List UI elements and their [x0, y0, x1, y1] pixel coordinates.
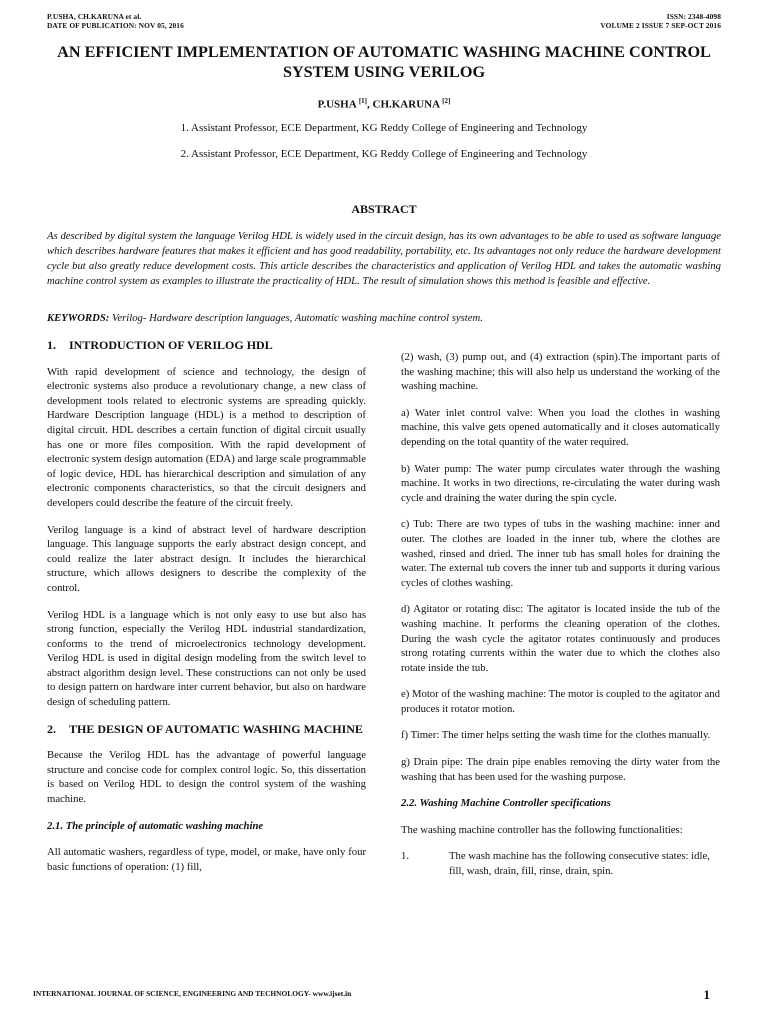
- subsection-2-1-heading: 2.1. The principle of automatic washing machine: [47, 819, 264, 832]
- journal-footer: INTERNATIONAL JOURNAL OF SCIENCE, ENGINEERING AND TECHNOLOGY- www.ijset.in: [33, 989, 352, 998]
- paragraph: Verilog HDL is a language which is not only easy to use but also has strong function, especially the Verilog HDL industrial standardization, conforms to the trend of microelectronics technology development. Verilog HDL is used in digital design modeling from the switch level to abstract algorithm design level. These constructions can not only be used to design pattern on hardware inter current behavior, but also on hardware design of scheduling pattern.: [47, 608, 366, 709]
- right-column: [401, 350, 720, 879]
- subsection-2-2-heading: 2.2. Washing Machine Controller specifications: [401, 797, 611, 810]
- keywords-label: KEYWORDS:: [47, 312, 110, 324]
- section-1-title: INTRODUCTION OF VERILOG HDL: [69, 338, 273, 352]
- list-item: [401, 849, 720, 878]
- component-item-b: b) Water pump: The water pump circulates water through the washing machine. It works in two directions, re-circulating the water during wash cycle and draining the water during the spin cycle.: [401, 462, 720, 504]
- paragraph: Verilog language is a kind of abstract level of hardware description language. This language supports the early abstract design concept, and could realize the later abstract design. It includes the hierarchical structure, which allows designers to describe the complexity of the control.: [47, 523, 366, 594]
- running-header-right: [600, 12, 721, 30]
- component-item-f: f) Timer: The timer helps setting the wash time for the clothes manually.: [401, 729, 711, 742]
- author-2-ref: [2]: [442, 97, 451, 105]
- section-2-number: 2.: [47, 721, 56, 736]
- section-1-number: 1.: [47, 338, 56, 352]
- section-2-heading: [47, 722, 366, 737]
- running-header-left: [47, 12, 184, 30]
- paper-title: AN EFFICIENT IMPLEMENTATION OF AUTOMATIC WASHING MACHINE CONTROL SYSTEM USING VERILOG: [57, 43, 711, 81]
- abstract-heading: ABSTRACT: [351, 202, 417, 216]
- keywords-text: Verilog- Hardware description languages, Automatic washing machine control system.: [109, 312, 483, 324]
- header-issn: ISSN: 2348-4098: [666, 12, 721, 21]
- keywords: [47, 312, 721, 324]
- section-2-title: THE DESIGN OF AUTOMATIC WASHING MACHINE: [69, 721, 363, 736]
- paragraph: (2) wash, (3) pump out, and (4) extraction (spin).The important parts of the washing machine; this will also help us understand the working of the washing machine.: [401, 351, 720, 393]
- header-date: DATE OF PUBLICATION: NOV 05, 2016: [47, 21, 184, 30]
- list-item-number: 1.: [401, 850, 410, 863]
- component-item-d: d) Agitator or rotating disc: The agitator is located inside the tub of the washing machine. It performs the cleaning operation of the clothes. During the wash cycle the agitator rotates continuously and produces strong rotating currents within the water due to which the clothes also rotate inside the tub.: [401, 603, 720, 674]
- header-volume: VOLUME 2 ISSUE 7 SEP-OCT 2016: [600, 21, 721, 30]
- component-item-g: g) Drain pipe: The drain pipe enables removing the dirty water from the washing that has been used for the washing purpose.: [401, 756, 720, 783]
- left-column: [47, 338, 366, 886]
- author-1-ref: [1]: [358, 97, 367, 105]
- component-item-c: c) Tub: There are two types of tubs in the washing machine: inner and outer. The clothes are loaded in the inner tub, where the clothes are washed, rinsed and dried. The inner tub has small holes for draining the water. The external tub covers the inner tub and supports it during various cycles of clothes washing.: [401, 518, 720, 589]
- paragraph: All automatic washers, regardless of type, model, or make, have only four basic functions of operation: (1) fill,: [47, 846, 366, 873]
- abstract-text: As described by digital system the language Verilog HDL is widely used in the circuit design, has its own advantages to be able to used as software language which describes hardware features that makes it efficient and has good readability, portability, etc. Its advantages not only reduce the hardware development cycle but also greatly reduce development costs. This article describes the characteristics and application of Verilog HDL and takes the automatic washing machine control system as examples to illustrate the practicality of HDL. The result of simulation shows this method is feasible and effective.: [47, 230, 721, 287]
- component-item-e: e) Motor of the washing machine: The motor is coupled to the agitator and produces it rotator motion.: [401, 688, 720, 715]
- paragraph: The washing machine controller has the following functionalities:: [401, 823, 683, 836]
- author-1: P.USHA: [317, 98, 359, 111]
- affiliation-2: 2. Assistant Professor, ECE Department, KG Reddy College of Engineering and Technology: [180, 148, 588, 160]
- paragraph: Because the Verilog HDL has the advantage of powerful language structure and concise code for complex control logic. So, this dissertation is based on Verilog HDL to design the control system of the washing machine.: [47, 749, 366, 806]
- page-number: 1: [703, 987, 710, 1002]
- header-authors: P.USHA, CH.KARUNA et al.: [47, 12, 142, 21]
- affiliation-1: 1. Assistant Professor, ECE Department, KG Reddy College of Engineering and Technology: [180, 122, 588, 134]
- list-item-text: The wash machine has the following consecutive states: idle, fill, wash, drain, fill, rinse, drain, spin.: [449, 850, 710, 878]
- component-item-a: a) Water inlet control valve: When you load the clothes in washing machine, this valve gets opened automatically and it closes automatically depending on the total quantity of the water required.: [401, 406, 720, 448]
- section-1-heading: [47, 338, 366, 353]
- author-line: [0, 97, 768, 111]
- author-separator: , CH.KARUNA: [367, 98, 443, 111]
- paragraph: With rapid development of science and technology, the design of electronic systems also produce a revolutionary change, a new class of development tools related to electronic systems are spreading quickly. Hardware Description language (HDL) is a method to description of digital circuit. HDL describes a certain function of digital circuit usually has one or more files composition. With the rapid development of electronic system design automation (EDA) and large scale programmable of logic device, HDL has hierarchical description and simulation of any electronic components characteristics, so that the circuit designers and developers could describe the feature of the circuit freely.: [47, 365, 366, 509]
